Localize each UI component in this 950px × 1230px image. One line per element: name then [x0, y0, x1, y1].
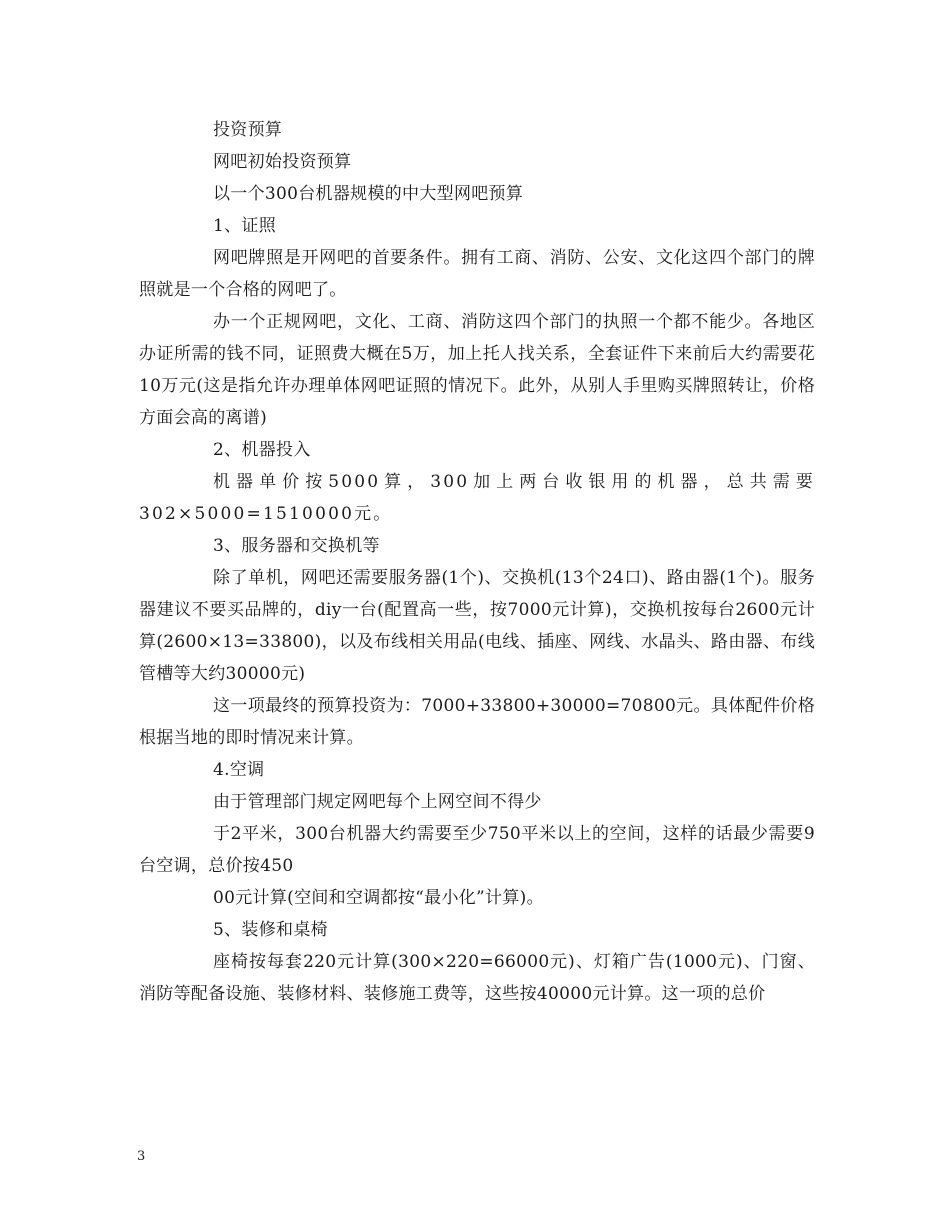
document-body [139, 114, 815, 1010]
paragraph-license-1: 网吧牌照是开网吧的首要条件。拥有工商、消防、公安、文化这四个部门的牌照就是一个合格的网吧了。 [139, 248, 815, 300]
section-heading-license: 1、证照 [213, 216, 277, 236]
section-heading-decoration: 5、装修和桌椅 [213, 920, 328, 940]
paragraph-license-2: 办一个正规网吧，文化、工商、消防这四个部门的执照一个都不能少。各地区办证所需的钱不同，证照费大概在5万，加上托人找关系，全套证件下来前后大约需要花10万元(这是指允许办理单体网吧证照的情况下。此外，从别人手里购买牌照转让，价格方面会高的离谱) [139, 312, 815, 428]
paragraph-servers-1: 除了单机，网吧还需要服务器(1个)、交换机(13个24口)、路由器(1个)。服务器建议不要买品牌的，diy一台(配置高一些，按7000元计算)，交换机按每台2600元计算(2600×13=33800)，以及布线相关用品(电线、插座、网线、水晶头、路由器、布线管槽等大约30000元) [139, 568, 815, 684]
paragraph-aircon-2: 于2平米，300台机器大约需要至少750平米以上的空间，这样的话最少需要9台空调，总价按450 [139, 824, 815, 876]
intro-line: 以一个300台机器规模的中大型网吧预算 [213, 184, 524, 204]
page-number: 3 [137, 1149, 146, 1164]
paragraph-decoration: 座椅按每套220元计算(300×220=66000元)、灯箱广告(1000元)、门窗、消防等配备设施、装修材料、装修施工费等，这些按40000元计算。这一项的总价 [139, 952, 815, 1004]
paragraph-aircon-1: 由于管理部门规定网吧每个上网空间不得少 [213, 792, 542, 812]
heading-investment-budget: 投资预算 [213, 120, 283, 140]
paragraph-servers-2: 这一项最终的预算投资为：7000+33800+30000=70800元。具体配件价格根据当地的即时情况来计算。 [139, 696, 815, 748]
subheading-initial-budget: 网吧初始投资预算 [213, 152, 352, 172]
section-heading-machines: 2、机器投入 [213, 440, 311, 460]
paragraph-machines: 机器单价按5000算，300加上两台收银用的机器，总共需要302×5000=1510000元。 [139, 472, 815, 524]
section-heading-aircon: 4.空调 [213, 760, 265, 780]
section-heading-servers: 3、服务器和交换机等 [213, 536, 380, 556]
paragraph-aircon-3: 00元计算(空间和空调都按“最小化”计算)。 [213, 888, 544, 908]
